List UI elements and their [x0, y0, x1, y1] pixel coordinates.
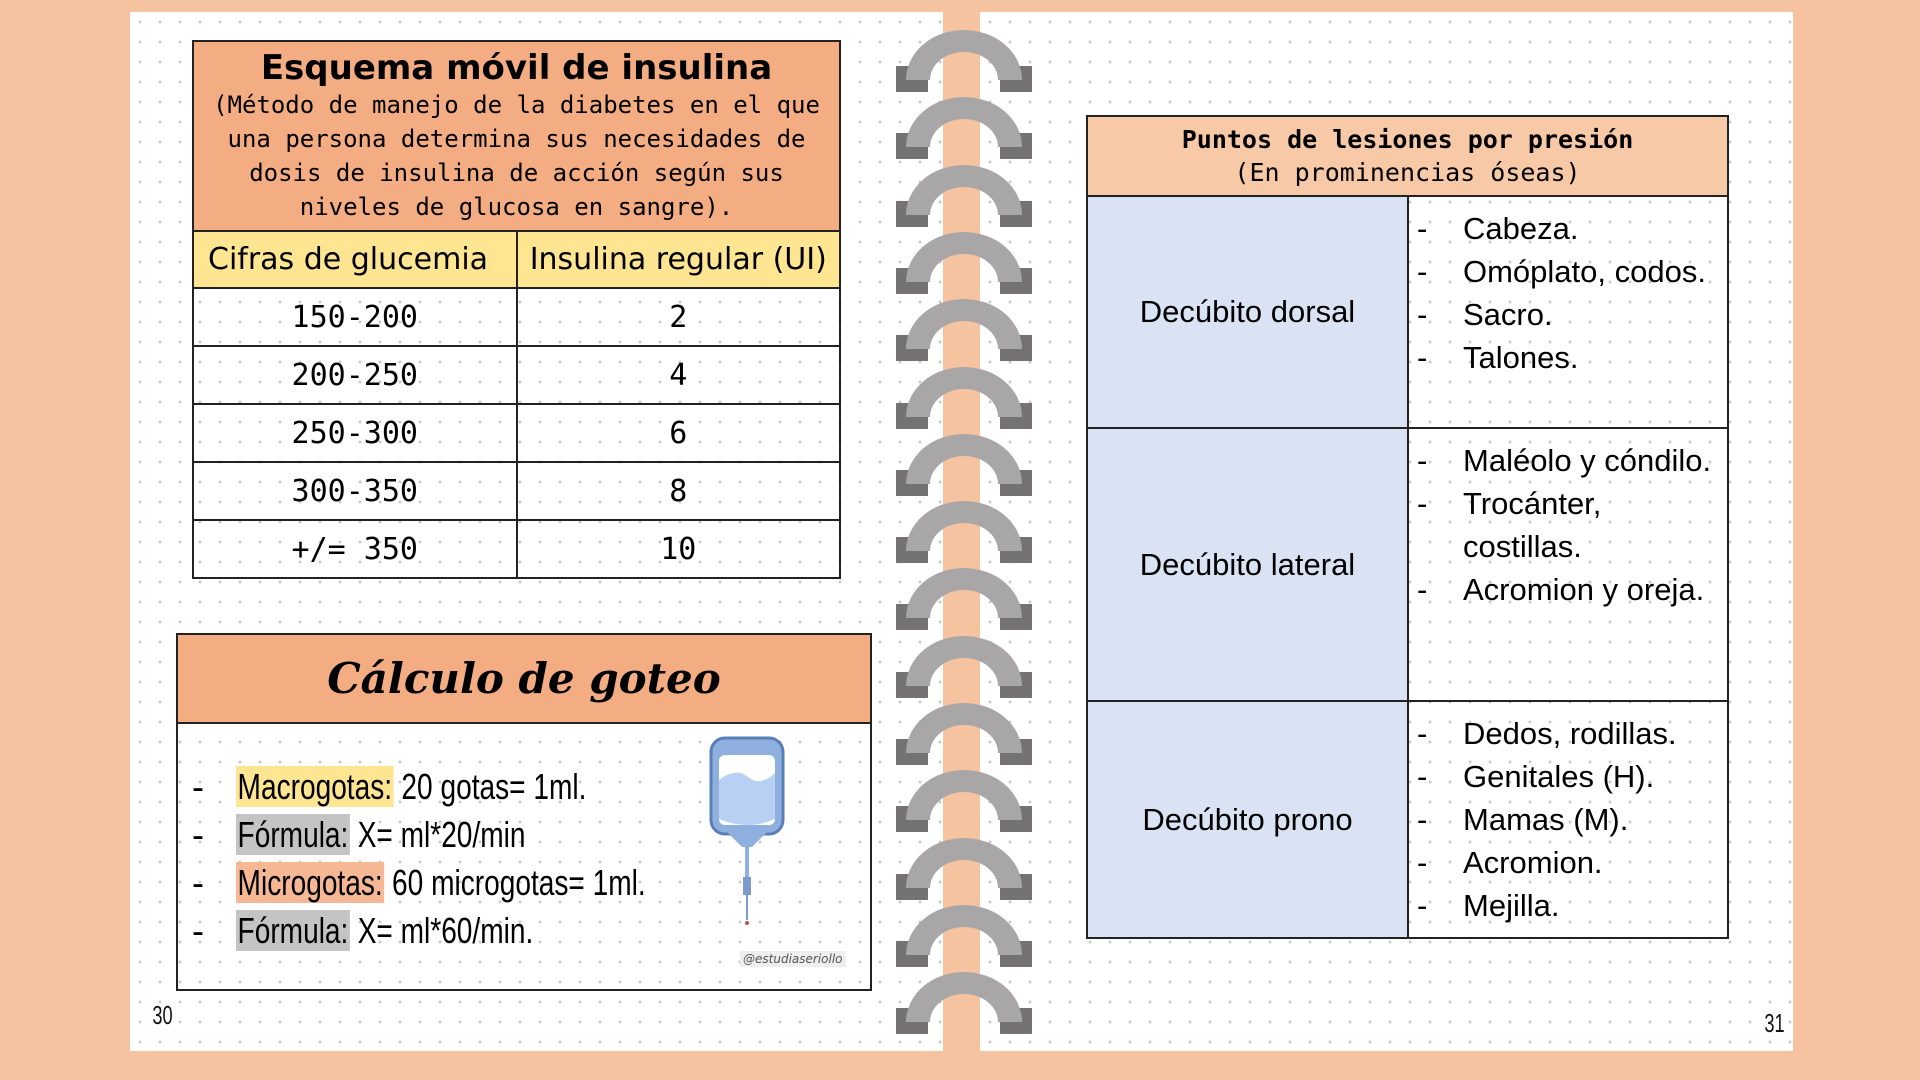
position-name: Decúbito lateral: [1087, 428, 1408, 701]
glucose-range: 200-250: [193, 346, 517, 404]
list-item: [1417, 841, 1719, 884]
list-item: [192, 763, 761, 811]
table-row: [193, 404, 840, 462]
dash: -: [1417, 802, 1428, 837]
point-text: Mamas (M).: [1463, 802, 1629, 837]
item-label: Fórmula:: [237, 910, 349, 951]
list-item: [1417, 336, 1719, 379]
table-row: [193, 462, 840, 520]
insulin-dose: 4: [517, 346, 841, 404]
list-item: [1417, 755, 1719, 798]
insulin-title: Esquema móvil de insulina: [260, 48, 773, 88]
dash: -: [1417, 340, 1428, 375]
insulin-title-cell: [193, 41, 840, 231]
point-text: Acromion.: [1463, 845, 1603, 880]
binder-ring-icon: [896, 770, 1032, 830]
point-text: Sacro.: [1463, 297, 1553, 332]
pressure-subtitle: (En prominencias óseas): [1234, 158, 1581, 187]
point-text: Maléolo y cóndilo.: [1463, 443, 1712, 478]
binder-ring-icon: [896, 905, 1032, 965]
pressure-title: Puntos de lesiones por presión: [1181, 125, 1634, 154]
list-item: [192, 907, 761, 955]
insulin-dose: 8: [517, 462, 841, 520]
binder-ring-icon: [896, 636, 1032, 696]
point-text: Genitales (H).: [1463, 759, 1655, 794]
list-item: [1417, 207, 1719, 250]
points-list: [1408, 701, 1728, 938]
goteo-list: [192, 763, 761, 955]
binder-ring-icon: [896, 501, 1032, 561]
point-text: Mejilla.: [1463, 888, 1560, 923]
list-item: [1417, 798, 1719, 841]
table-row: [1087, 428, 1728, 701]
glucose-range: 300-350: [193, 462, 517, 520]
table-row: [193, 346, 840, 404]
binder-ring-icon: [896, 972, 1032, 1032]
header-glucemia: Cifras de glucemia: [193, 231, 517, 288]
dash: -: [192, 862, 204, 903]
point-text: Omóplato, codos.: [1463, 254, 1706, 289]
iv-bag-icon: [708, 735, 788, 935]
binder-ring-icon: [896, 30, 1032, 90]
binder-ring-icon: [896, 97, 1032, 157]
binder-ring-icon: [896, 299, 1032, 359]
binder-ring-icon: [896, 703, 1032, 763]
binder-ring-icon: [896, 434, 1032, 494]
dash: -: [1417, 759, 1428, 794]
insulin-table: [192, 40, 841, 579]
point-text: Talones.: [1463, 340, 1579, 375]
item-text: [236, 814, 525, 856]
header-insulina: Insulina regular (UI): [517, 231, 841, 288]
item-label: Fórmula:: [237, 814, 349, 855]
points-list: [1408, 196, 1728, 428]
dash: -: [1417, 211, 1428, 246]
insulin-description: (Método de manejo de la diabetes en el que una persona determina sus necesidades de dosis de insulina de acción según sus niveles de glucosa en sangre).: [213, 91, 820, 221]
pressure-table: [1086, 115, 1729, 939]
point-text: Trocánter, costillas.: [1463, 486, 1602, 564]
points-list: [1408, 428, 1728, 701]
glucose-range: +/= 350: [193, 520, 517, 578]
item-value: X= ml*20/min: [349, 814, 526, 855]
list-item: [1417, 884, 1719, 927]
item-text: [236, 862, 646, 904]
table-row: [193, 520, 840, 578]
item-value: 60 microgotas= 1ml.: [384, 862, 646, 903]
position-name: Decúbito prono: [1087, 701, 1408, 938]
list-item: [1417, 568, 1719, 611]
table-row: [1087, 701, 1728, 938]
pressure-header: [1087, 116, 1728, 196]
insulin-dose: 10: [517, 520, 841, 578]
dash: -: [1417, 572, 1428, 607]
list-item: [1417, 712, 1719, 755]
spiral-binding: [896, 0, 1032, 1080]
dash: -: [1417, 486, 1428, 521]
dash: -: [1417, 443, 1428, 478]
binder-ring-icon: [896, 568, 1032, 628]
list-item: [1417, 250, 1719, 293]
position-name: Decúbito dorsal: [1087, 196, 1408, 428]
item-value: 20 gotas= 1ml.: [393, 766, 587, 807]
list-item: [192, 811, 761, 859]
dash: -: [1417, 888, 1428, 923]
dash: -: [1417, 254, 1428, 289]
point-text: Dedos, rodillas.: [1463, 716, 1677, 751]
dash: -: [192, 910, 204, 951]
item-label: Macrogotas:: [237, 766, 393, 807]
table-row: [193, 288, 840, 346]
item-value: X= ml*60/min.: [349, 910, 534, 951]
goteo-title: Cálculo de goteo: [178, 635, 870, 724]
binder-ring-icon: [896, 367, 1032, 427]
point-text: Cabeza.: [1463, 211, 1579, 246]
dash: -: [1417, 297, 1428, 332]
binder-ring-icon: [896, 232, 1032, 292]
list-item: [192, 859, 761, 907]
page-number-left: 30: [152, 1000, 173, 1030]
dash: -: [1417, 716, 1428, 751]
binder-ring-icon: [896, 838, 1032, 898]
dash: -: [192, 766, 204, 807]
dash: -: [192, 814, 204, 855]
dash: -: [1417, 845, 1428, 880]
item-text: [236, 766, 586, 808]
list-item: [1417, 439, 1719, 482]
glucose-range: 150-200: [193, 288, 517, 346]
insulin-dose: 2: [517, 288, 841, 346]
goteo-box: [176, 633, 872, 991]
item-label: Microgotas:: [237, 862, 383, 903]
list-item: [1417, 482, 1719, 568]
page-number-right: 31: [1764, 1008, 1785, 1038]
list-item: [1417, 293, 1719, 336]
glucose-range: 250-300: [193, 404, 517, 462]
binder-ring-icon: [896, 165, 1032, 225]
point-text: Acromion y oreja.: [1463, 572, 1705, 607]
table-row: [1087, 196, 1728, 428]
item-text: [236, 910, 533, 952]
insulin-dose: 6: [517, 404, 841, 462]
watermark: @estudiaseriollo: [740, 951, 846, 967]
